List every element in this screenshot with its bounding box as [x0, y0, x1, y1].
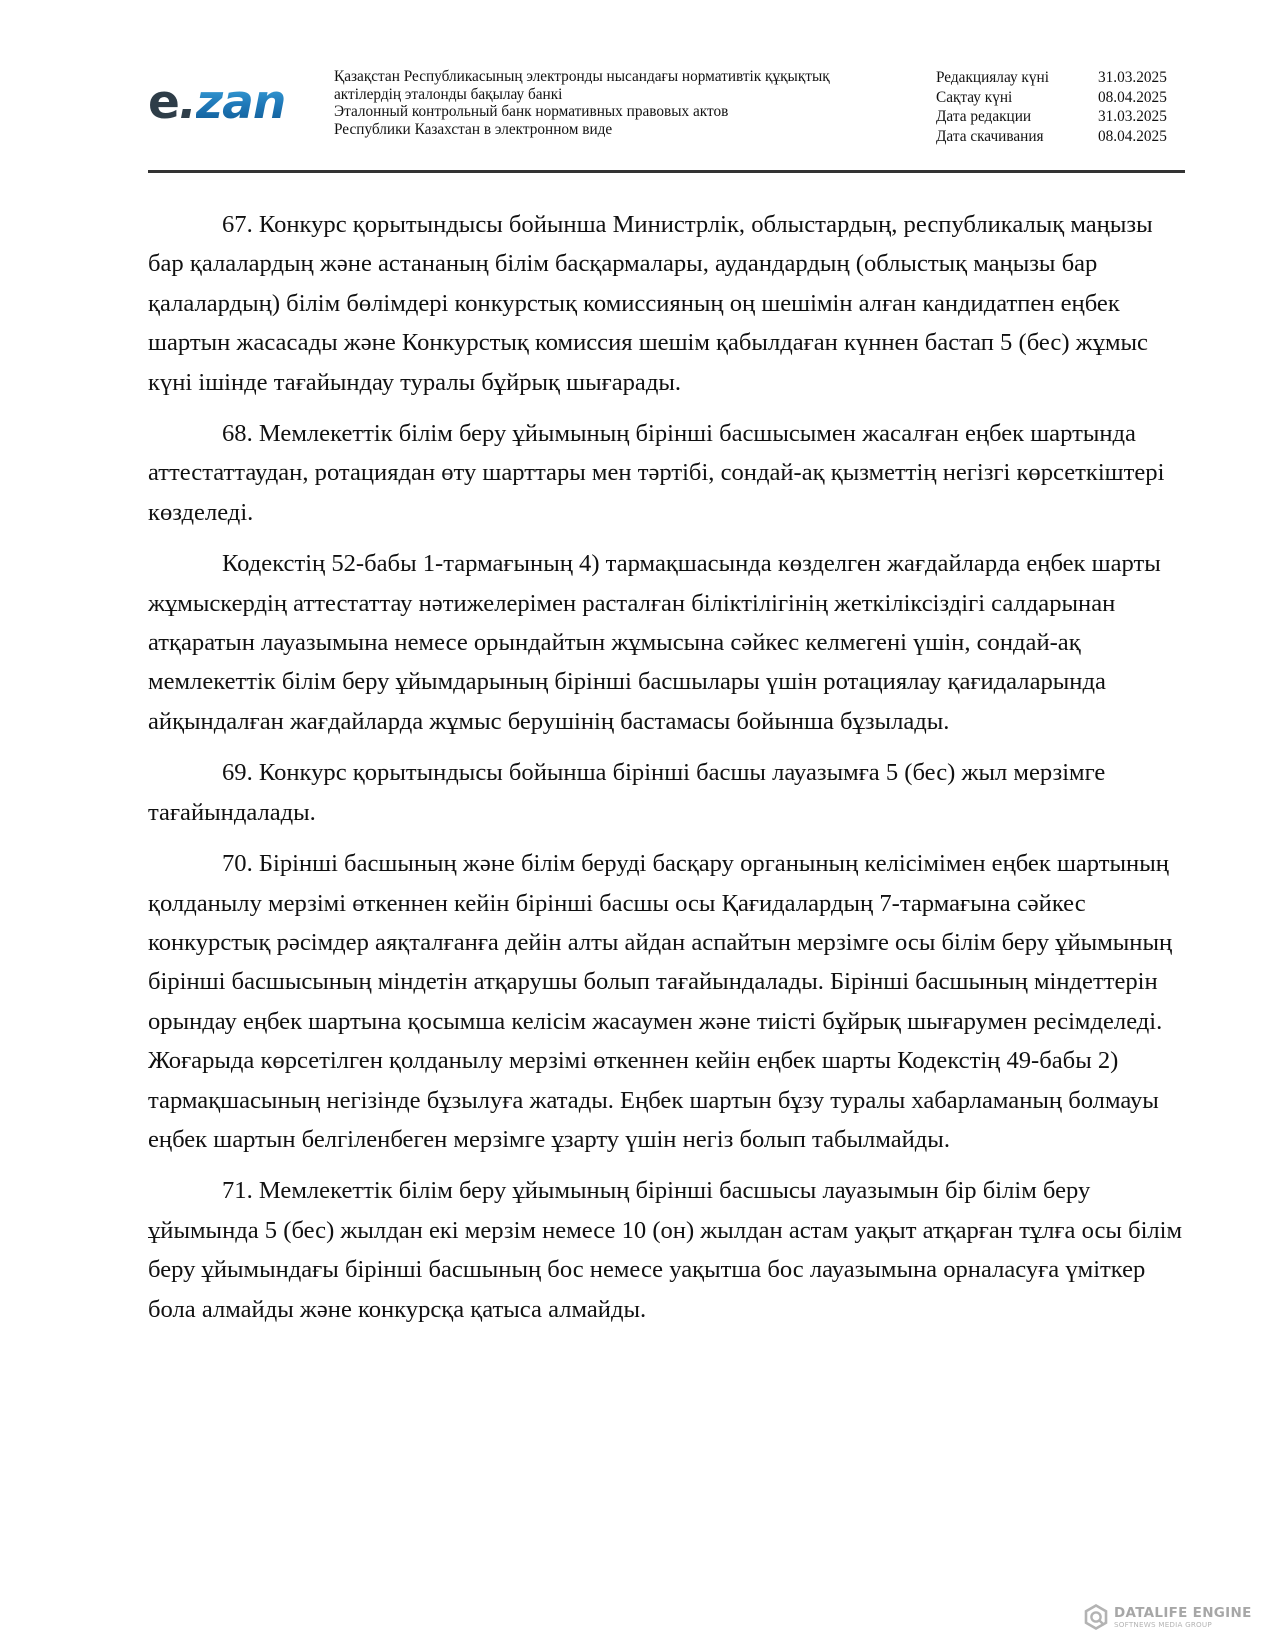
document-dates: [936, 68, 1167, 146]
bank-title-line: Республики Казахстан в электронном виде: [334, 120, 613, 138]
logo-dot: .: [178, 75, 196, 130]
date-label: Сақтау күні: [936, 88, 1013, 106]
datalife-engine-watermark: [1083, 1604, 1252, 1630]
date-value: 08.04.2025: [1098, 127, 1167, 145]
paragraph-68: 68. Мемлекеттік білім беру ұйымының бірінші басшысымен жасалған еңбек шартында аттестаттаудан, ротациядан өту шарттары мен тәртібі, сондай-ақ қызметтің негізгі көрсеткіштері көзделеді.: [148, 420, 1165, 526]
date-row-download-ru: [936, 127, 1167, 147]
paragraph-68-code-reference: Кодекстің 52-бабы 1-тармағының 4) тармақшасында көзделген жағдайларда еңбек шарты жұмыскердің аттестаттау нәтижелерімен расталған біліктілігінің жеткіліксіздігі салдарынан атқаратын лауазымына немесе орындайтын жұмысына сәйкес келмегені үшін, сондай-ақ мемлекеттік білім беру ұйымдарының бірінші басшылары үшін ротациялау қағидаларында айқындалған жағдайларда жұмыс берушінің бастамасы бойынша бұзылады.: [148, 550, 1161, 735]
ezan-logo: [148, 75, 286, 130]
datalife-logo-icon: [1083, 1604, 1109, 1630]
bank-title-line: Эталонный контрольный банк нормативных правовых актов: [334, 103, 729, 120]
bank-title: [334, 68, 830, 138]
paragraph-71: 71. Мемлекеттік білім беру ұйымының бірінші басшысы лауазымын бір білім беру ұйымында 5 (бес) жылдан екі мерзім немесе 10 (он) жылдан астам уақыт атқарған тұлға осы білім беру ұйымындағы бірінші басшының бос немесе уақытша бос лауазымына орналасуға үміткер бола алмайды және конкурсқа қатыса алмайды.: [148, 1177, 1183, 1323]
date-row-edit-kz: [936, 68, 1167, 88]
date-row-edit-ru: [936, 107, 1167, 127]
date-value: 08.04.2025: [1098, 88, 1167, 106]
date-value: 31.03.2025: [1098, 108, 1167, 125]
logo-e: e: [148, 75, 179, 130]
paragraph-70: 70. Бірінші басшының және білім беруді басқару органының келісімімен еңбек шартының қолданылу мерзімі өткеннен кейін бірінші басшы осы Қағидалардың 7-тармағына сәйкес конкурстық рәсімдер аяқталғанға дейін алты айдан аспайтын мерзімге осы білім беру ұйымының бірінші басшысының міндетін атқарушы болып тағайындалады. Бірінші басшының міндеттерін орындау еңбек шартына қосымша келісім жасаумен және тиісті бұйрық шығарумен ресімделеді. Жоғарыда көрсетілген қолданылу мерзімі өткеннен кейін еңбек шарты Кодекстің 49-бабы 2) тармақшасының негізінде бұзылуға жатады. Еңбек шартын бұзу туралы хабарламаның болмауы еңбек шартын белгіленбеген мерзімге ұзарту үшін негіз болып табылмайды.: [148, 850, 1173, 1153]
watermark-subtitle: SOFTNEWS MEDIA GROUP: [1114, 1619, 1212, 1629]
date-value: 31.03.2025: [1098, 69, 1167, 86]
watermark-title: DATALIFE ENGINE: [1114, 1604, 1252, 1621]
date-row-save-kz: [936, 88, 1167, 108]
paragraph-69: 69. Конкурс қорытындысы бойынша бірінші басшы лауазымға 5 (бес) жыл мерзімге тағайындалады.: [148, 759, 1106, 826]
date-label: Дата редакции: [936, 108, 1032, 125]
bank-title-line: Қазақстан Республикасының электронды нысандағы нормативтік құқықтық: [334, 68, 830, 85]
header-divider: [148, 170, 1185, 173]
date-label: Редакциялау күні: [936, 69, 1049, 86]
logo-zan: zan: [195, 75, 286, 130]
bank-title-line: актілердің эталонды бақылау банкі: [334, 85, 563, 103]
document-body: [148, 205, 1188, 1341]
date-label: Дата скачивания: [936, 127, 1044, 145]
paragraph-67: 67. Конкурс қорытындысы бойынша Министрлік, облыстардың, республикалық маңызы бар қалалардың және астананың білім басқармалары, аудандардың (облыстық маңызы бар қалалардың) білім бөлімдері конкурстық комиссияның оң шешімін алған кандидатпен еңбек шартын жасасады және Конкурстық комиссия шешім қабылдаған күннен бастап 5 (бес) жұмыс күні ішінде тағайындау туралы бұйрық шығарады.: [148, 211, 1153, 396]
